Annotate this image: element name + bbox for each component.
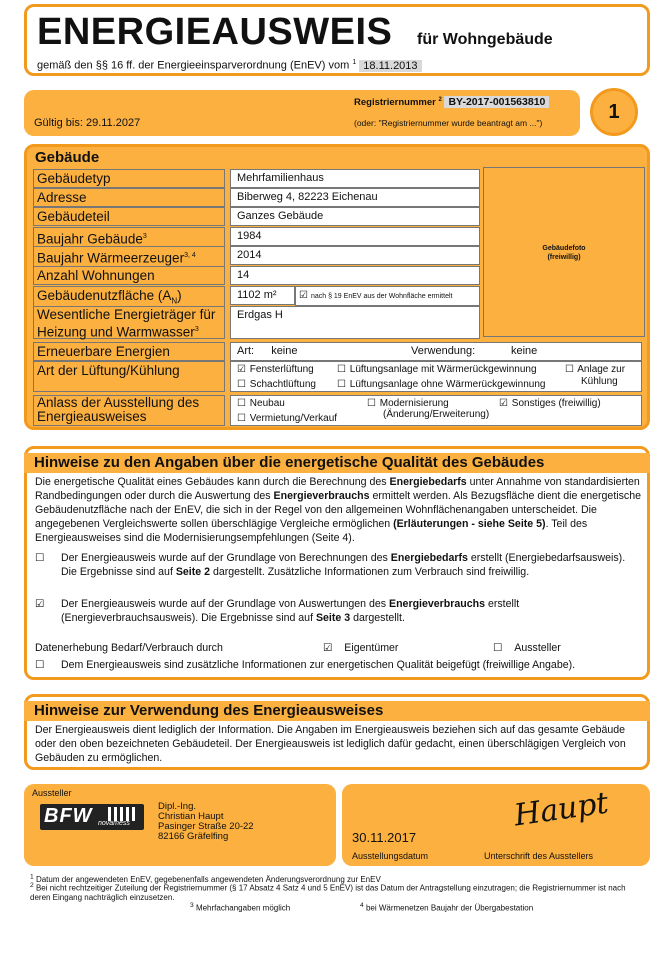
logo-stripes [108, 807, 138, 821]
verwendung-value: keine [511, 345, 538, 357]
checkbox[interactable]: ☐ [237, 413, 246, 424]
checkbox-bedarf[interactable]: ☐ [35, 552, 45, 564]
text-bold: Seite 2 [175, 566, 210, 578]
footnote-1: $^1$ Datum der angewendeten EnEV, gegebenenfalls angewendeten Änderungsverordnung zur EnEV [30, 873, 381, 884]
label-energietraeger-line1: Wesentliche Energieträger für [37, 307, 216, 322]
value-adresse: Biberweg 4, 82223 Eichenau [230, 188, 480, 207]
valid-until: Gültig bis: 29.11.2027 [34, 117, 141, 129]
option-aussteller[interactable] [493, 641, 561, 655]
registration-note: (oder: "Registriernummer wurde beantragt am ...") [354, 118, 543, 128]
value-gebaeudeteil: Ganzes Gebäude [230, 207, 480, 226]
footnote-2: $^2$ Bei nicht rechtzeitiger Zuteilung der Registriernummer (§ 17 Absatz 4 Satz 4 und 5 EnEV) ist das Datum der Antragstellung einzutragen; die Registriernummer ist nach deren Eingang nachträglich einzusetzen. [30, 882, 626, 902]
checkbox[interactable]: ☐ [565, 364, 574, 375]
footnote-3-text: Mehrfachangaben möglich [195, 903, 291, 913]
anlass-options [230, 395, 642, 426]
option-label: Sonstiges (freiwillig) [511, 398, 601, 409]
signature: Haupt [512, 785, 611, 834]
option-verbrauchsausweis [61, 597, 641, 625]
registration-line [354, 96, 549, 108]
label-anlass-line1: Anlass der Ausstellung des [37, 395, 200, 410]
document-title: ENERGIEAUSWEIS [37, 11, 393, 53]
validity-band [24, 90, 580, 136]
footnote-2-text: Bei nicht rechtzeitiger Zuteilung der Registriernummer (§ 17 Absatz 4 Satz 4 und 5 EnEV) ist das Datum der Antragstellung einzutragen; die Registriernummer ist nach deren Eingang nachträglich einzusetzen. [30, 883, 626, 902]
checkbox[interactable]: ☐ [337, 379, 346, 390]
usage-notes-title: Hinweise zur Verwendung des Energieausweises [24, 701, 650, 721]
datenerhebung-label: Datenerhebung Bedarf/Verbrauch durch [35, 642, 223, 654]
building-photo-placeholder [483, 167, 645, 337]
option-bedarfsausweis [61, 551, 641, 579]
footnote-3: $^3$ Mehrfachangaben möglich [190, 902, 291, 913]
text: erstellt (Energiebedarfsausweis). Die Ergebnisse sind auf [61, 552, 626, 578]
checkbox-checked[interactable]: ☑ [237, 364, 246, 375]
nutzflaeche-note [295, 286, 480, 306]
checkbox-checked[interactable]: ☑ [323, 642, 333, 654]
option-label: Lüftungsanlage ohne Wärmerückgewinnung [349, 379, 546, 390]
building-section-title: Gebäude [35, 149, 100, 166]
document-subtitle: für Wohngebäude [417, 31, 553, 48]
issue-date: 30.11.2017 [352, 830, 417, 845]
page-number-badge: 1 [590, 88, 638, 136]
text: unter Annahme von standardisierten Randbedingungen oder durch die Auswertung des [35, 476, 640, 502]
value-baujahr-gebaeude: 1984 [230, 227, 480, 246]
label-baujahr-waermeerzeuger [33, 246, 225, 268]
date-signature-box [342, 784, 650, 866]
checkbox-verbrauch-checked[interactable]: ☑ [35, 598, 45, 610]
option-lueftung-ohne-wrg[interactable] [337, 378, 545, 392]
nutzflaeche-note-text: nach § 19 EnEV aus der Wohnfläche ermittelt [310, 293, 453, 300]
usage-notes-text: Der Energieausweis dient lediglich der Information. Die Angaben im Energieausweis beziehen sich auf das gesamte Gebäude oder den oben bezeichneten Gebäudeteil. Der Energieausweis ist lediglich dafür gedacht, einen überschlägigen Vergleich von Gebäuden zu ermöglichen. [35, 724, 626, 764]
text: Der Energieausweis wurde auf der Grundlage von Auswertungen des [61, 598, 390, 610]
issuer-city: 82166 Gräfelfing [158, 831, 229, 842]
label-gebaeudeteil: Gebäudeteil [33, 207, 225, 226]
photo-label: Gebäudefoto [542, 245, 586, 252]
option-label: Anlage zur [577, 364, 626, 375]
art-label: Art: [237, 345, 255, 357]
option-label: Aussteller [514, 642, 561, 654]
checkbox-checked[interactable]: ☑ [499, 398, 508, 409]
issuer-title: Dipl.-Ing. [158, 801, 197, 812]
quality-notes-paragraph [35, 475, 641, 545]
footnote-ref: 3 [142, 233, 147, 240]
text: Die energetische Qualität eines Gebäudes kann durch die Berechnung des [35, 476, 390, 488]
option-zusatzinfo: Dem Energieausweis sind zusätzliche Informationen zur energetischen Qualität beigefügt (freiwillige Angabe). [61, 659, 576, 671]
option-vermietung[interactable] [237, 412, 337, 426]
value-gebaeudetyp: Mehrfamilienhaus [230, 169, 480, 188]
signature-label: Unterschrift des Ausstellers [484, 851, 594, 861]
footnote-4-text: bei Wärmenetzen Baujahr der Übergabestation [365, 903, 534, 913]
law-date: 18.11.2013 [359, 60, 421, 72]
text: dargestellt. Zusätzliche Informationen zum Verbrauch sind freiwillig. [210, 566, 530, 578]
usage-notes-section [24, 694, 650, 770]
text-bold: Energieverbrauchs [273, 490, 370, 502]
issuer-box [24, 784, 336, 866]
footnote-4: $^4$ bei Wärmenetzen Baujahr der Übergabestation [360, 902, 534, 913]
text: Der Energieausweis wurde auf der Grundlage von Berechnungen des [61, 552, 391, 564]
option-fensterlueftung[interactable] [237, 363, 314, 377]
value-nutzflaeche: 1102 m² [230, 286, 295, 305]
option-eigentuemer[interactable] [323, 641, 398, 655]
text-bold: (Erläuterungen - siehe Seite 5) [393, 518, 546, 530]
option-label: Neubau [249, 398, 285, 409]
registration-label: Registriernummer [354, 97, 436, 108]
issuer-street: Pasinger Straße 20-22 [158, 821, 254, 832]
text: ermittelt werden. Als Bezugsfläche dient die energetische Gebäudenutzfläche nach der EnEV, die sich in der Regel von den allgemeinen Wohnflächenangaben unterscheidet. Die angegebenen Vergleichswerte sollen überschlägige Vergleiche ermöglichen [35, 490, 642, 530]
issuer-logo [40, 804, 144, 830]
value-energietraeger: Erdgas H [230, 306, 480, 339]
subscript-n: N [171, 296, 178, 306]
law-line-text: gemäß den §§ 16 ff. der Energieeinsparverordnung (EnEV) vom [37, 59, 350, 72]
checkbox-checked: ☑ [299, 290, 308, 301]
issuer-name: Christian Haupt [158, 811, 224, 822]
checkbox[interactable]: ☐ [493, 642, 503, 654]
issuer-label: Aussteller [32, 788, 72, 798]
checkbox[interactable]: ☐ [237, 398, 246, 409]
text-bold: Energiebedarfs [389, 476, 467, 488]
label-energietraeger [33, 306, 225, 339]
option-neubau[interactable] [237, 397, 285, 411]
footnote-1-text: Datum der angewendeten EnEV, gegebenenfalls angewendeten Änderungsverordnung zur EnEV [35, 874, 381, 884]
art-value: keine [271, 345, 298, 357]
label-baujahr-gebaeude-text: Baujahr Gebäude [37, 231, 143, 247]
logo-subtext: novamess [98, 820, 130, 827]
option-label: Modernisierung [379, 398, 449, 409]
value-anzahl-wohnungen: 14 [230, 266, 480, 285]
photo-optional-label: (freiwillig) [547, 254, 581, 261]
label-gebaeudetyp: Gebäudetyp [33, 169, 225, 188]
verwendung-label: Verwendung: [411, 345, 476, 357]
label-nutzflaeche-text: Gebäudenutzfläche (A [37, 288, 172, 303]
option-sonstiges[interactable] [499, 397, 601, 411]
label-adresse: Adresse [33, 188, 225, 207]
logo-text: BFW [44, 805, 93, 827]
issuer-address [158, 802, 254, 842]
option-label: Vermietung/Verkauf [249, 413, 338, 424]
header-box [24, 4, 650, 76]
law-footnote-ref: 1 [352, 59, 357, 66]
option-label: Fensterlüftung [249, 364, 314, 375]
text-bold: Energiebedarfs [390, 552, 468, 564]
label-energietraeger-line2: Heizung und Warmwasser [37, 324, 195, 340]
law-line [37, 59, 422, 72]
checkbox[interactable]: ☐ [237, 379, 246, 390]
checkbox[interactable]: ☐ [367, 398, 376, 409]
text: dargestellt. [350, 612, 405, 624]
label-erneuerbare: Erneuerbare Energien [33, 342, 225, 361]
building-section [24, 144, 650, 430]
option-label: Eigentümer [344, 642, 399, 654]
option-label-line2: Kühlung [581, 376, 618, 387]
option-label-line2: (Änderung/Erweiterung) [383, 409, 490, 420]
value-baujahr-waermeerzeuger: 2014 [230, 246, 480, 265]
quality-notes-section [24, 446, 650, 680]
registration-footnote-ref: 2 [438, 96, 442, 103]
label-baujahr-waermeerzeuger-text: Baujahr Wärmeerzeuger [37, 250, 185, 266]
label-anlass-line2: Energieausweises [37, 409, 147, 424]
footnotes [30, 872, 645, 913]
lueftung-options [230, 361, 642, 392]
checkbox-zusatzinfo[interactable]: ☐ [35, 659, 45, 671]
footnote-ref: 3, 4 [184, 252, 196, 259]
option-lueftung-mit-wrg[interactable] [337, 363, 537, 377]
registration-number: BY-2017-001563810 [444, 96, 549, 108]
erneuerbare-row [230, 342, 642, 361]
issue-date-label: Ausstellungsdatum [352, 851, 429, 861]
text: erstellt (Energieverbrauchsausweis). Die Ergebnisse sind auf [61, 598, 520, 624]
option-label: Schachtlüftung [249, 379, 316, 390]
option-label: Lüftungsanlage mit Wärmerückgewinnung [349, 364, 537, 375]
checkbox[interactable]: ☐ [337, 364, 346, 375]
text-bold: Energieverbrauchs [389, 598, 485, 610]
quality-notes-title: Hinweise zu den Angaben über die energetische Qualität des Gebäudes [24, 453, 650, 473]
label-paren: ) [177, 288, 182, 303]
option-schachtlueftung[interactable] [237, 378, 316, 392]
text-bold: Seite 3 [315, 612, 351, 624]
label-anlass [33, 395, 225, 426]
text: . Teil des Energieausweises sind die Modernisierungsempfehlungen (Seite 4). [35, 518, 588, 544]
label-lueftung: Art der Lüftung/Kühlung [33, 361, 225, 392]
footnote-ref: 3 [194, 326, 199, 333]
label-anzahl-wohnungen: Anzahl Wohnungen [33, 266, 225, 285]
